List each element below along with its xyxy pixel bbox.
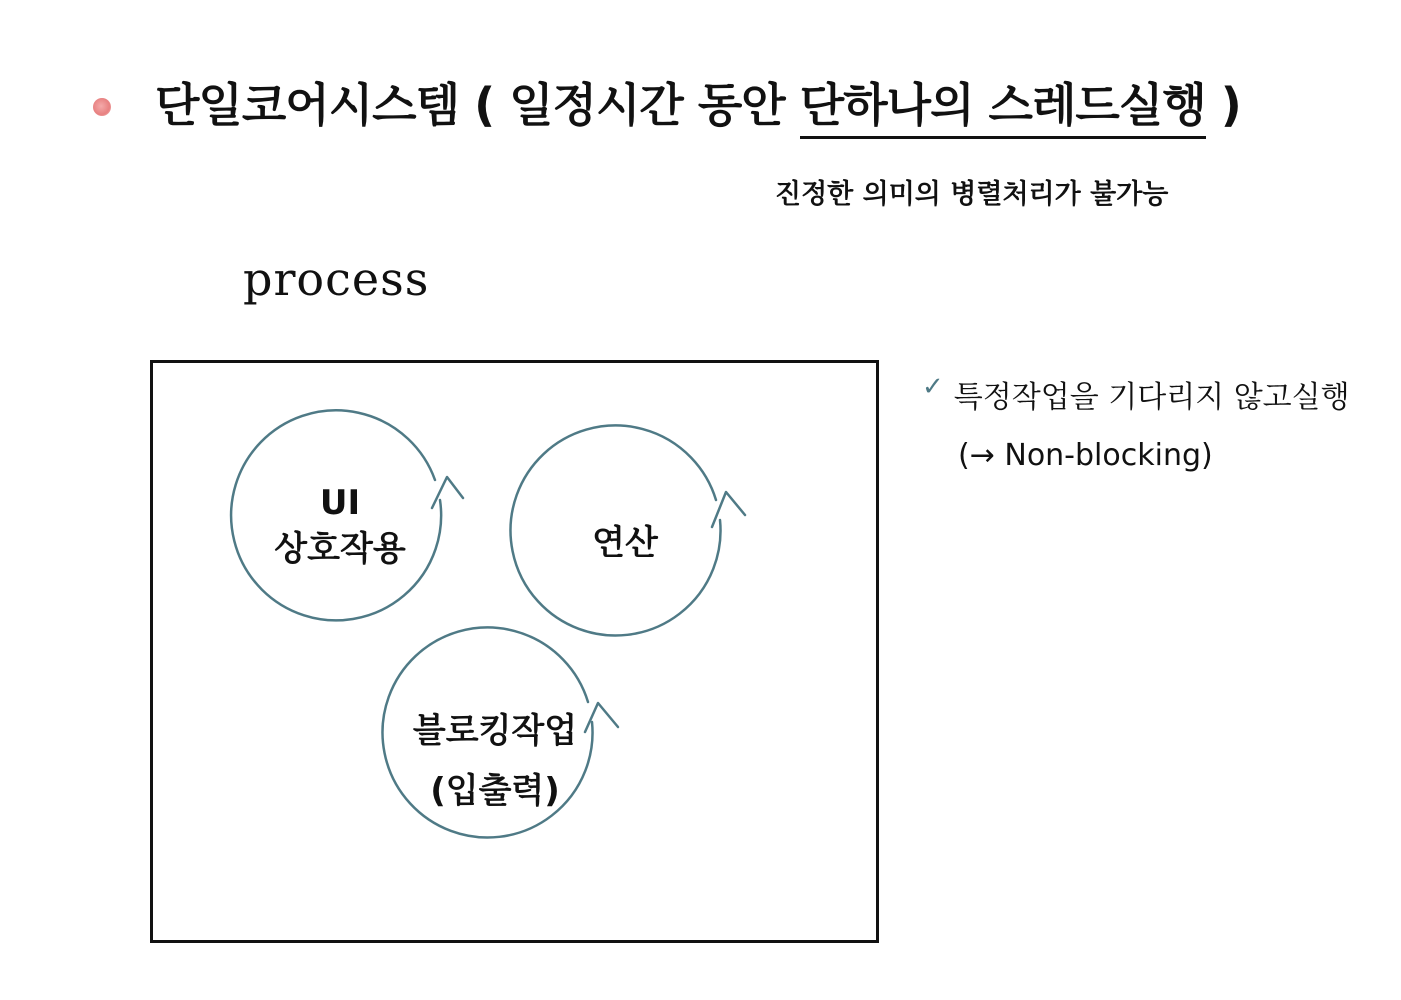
process-box — [150, 360, 879, 943]
circle-label-ui — [270, 480, 410, 572]
side-note-sub: (→ Non-blocking) — [958, 438, 1213, 473]
circle-label-line2: (입출력) — [430, 771, 560, 811]
circle-label-line1: UI — [319, 483, 361, 523]
circle-label-blocking — [410, 708, 580, 814]
side-note — [922, 372, 1350, 416]
circle-label-line2: 상호작용 — [274, 529, 406, 569]
title-main: 단일코어시스템 ( 일정시간 동안 — [155, 78, 785, 132]
side-note-text: 특정작업을 기다리지 않고실행 — [953, 380, 1350, 415]
bullet-dot — [93, 98, 111, 116]
check-icon: ✓ — [922, 372, 944, 402]
title-underlined: 단하나의 스레드실행 — [800, 74, 1206, 139]
page-title — [155, 70, 1241, 140]
title-close-paren: ) — [1220, 78, 1241, 132]
circle-label-line1: 연산 — [592, 523, 658, 563]
circle-label-line1: 블로킹작업 — [412, 711, 578, 751]
subtitle: 진정한 의미의 병렬처리가 불가능 — [775, 179, 1169, 210]
circle-label-compute — [560, 520, 690, 566]
process-label: process — [243, 252, 430, 306]
